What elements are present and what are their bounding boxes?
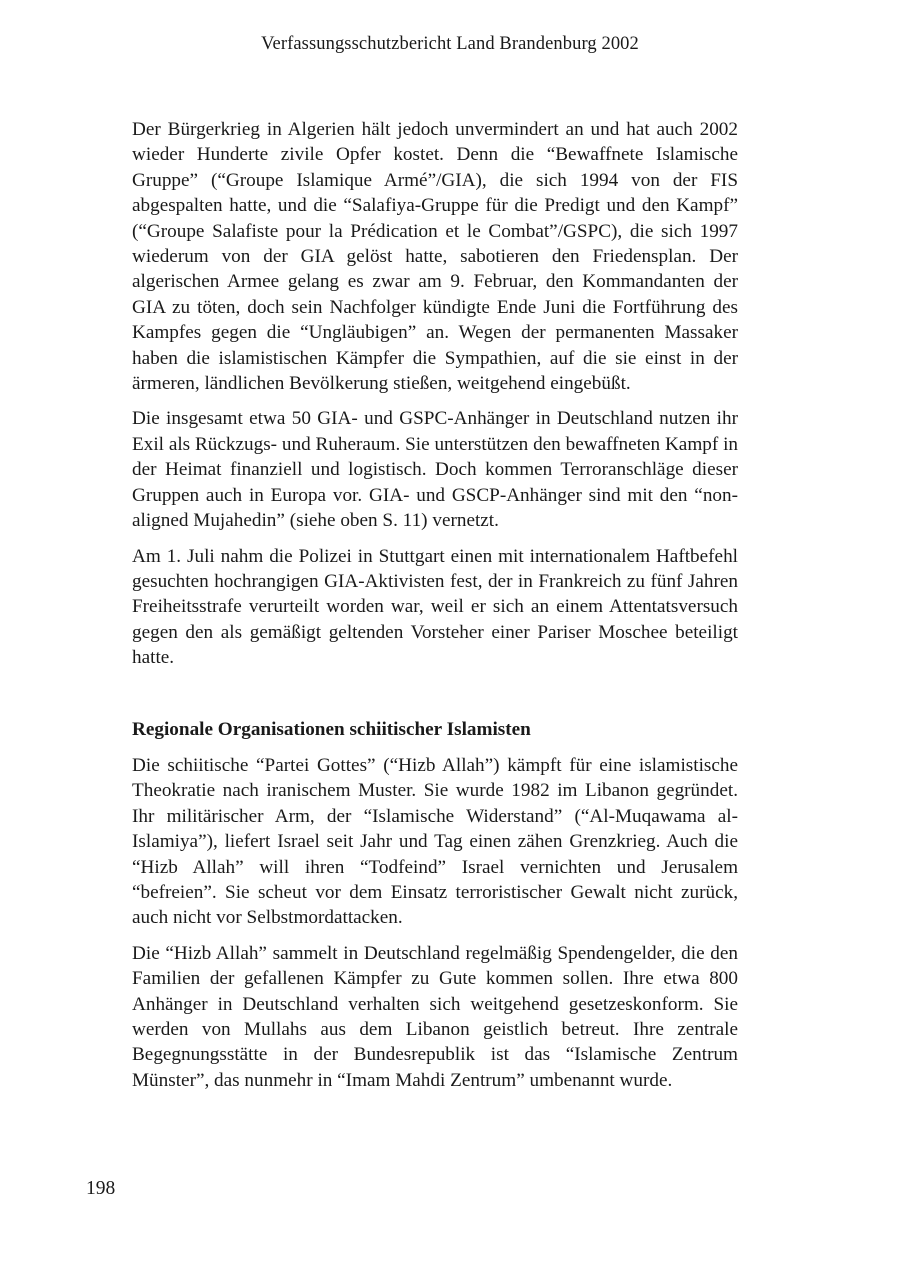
running-header: Verfassungsschutzbericht Land Brandenburg 2002 (261, 34, 639, 54)
paragraph-stuttgart-arrest: Am 1. Juli nahm die Polizei in Stuttgart einen mit internationalem Haftbefehl gesuchten hochrangigen GIA-Aktivisten fest, der in Frankreich zu fünf Jahren Freiheitsstrafe verurteilt worden war, weil er sich an einem Attentatsversuch gegen den als gemäßigt geltenden Vorsteher einer Pariser Moschee beteiligt hatte. (132, 545, 738, 669)
page-body (132, 117, 738, 1103)
paragraph-algeria-civil-war: Der Bürgerkrieg in Algerien hält jedoch unvermindert an und hat auch 2002 wieder Hunderte zivile Opfer kostet. Denn die “Bewaffnete Islamische Gruppe” (“Groupe Islamique Armé”/GIA), die sich 1994 von der FIS abgespalten hatte, und die “Salafiya-Gruppe für die Predigt und den Kampf” (“Groupe Salafiste pour la Prédication et le Combat”/GSPC), die sich 1997 wiederum von der GIA gelöst hatte, sabotieren den Friedensplan. Der algerischen Armee gelang es zwar am 9. Februar, den Kommandanten der GIA zu töten, doch sein Nachfolger kündigte Ende Juni die Fortführung des Kampfes gegen die “Ungläubigen” an. Wegen der permanenten Massaker haben die islamistischen Kämpfer die Sympathien, auf die sie einst in der ärmeren, ländlichen Bevölkerung stießen, weitgehend eingebüßt. (132, 119, 738, 395)
paragraph-hizb-allah-germany: Die “Hizb Allah” sammelt in Deutschland regelmäßig Spendengelder, die den Familien der gefallenen Kämpfer zu Gute kommen sollen. Ihre etwa 800 Anhänger in Deutschland verhalten sich weitgehend gesetzeskonform. Sie werden von Mullahs aus dem Libanon geistlich betreut. Ihre zentrale Begegnungsstätte in der Bundesrepublik ist das “Islamische Zentrum Münster”, das nunmehr in “Imam Mahdi Zentrum” umbenannt wurde. (132, 942, 738, 1091)
page-number: 198 (86, 1178, 116, 1199)
paragraph-hizb-allah-overview: Die schiitische “Partei Gottes” (“Hizb Allah”) kämpft für eine islamistische Theokratie nach iranischem Muster. Sie wurde 1982 im Libanon gegründet. Ihr militärischer Arm, der “Islamische Widerstand” (“Al-Muqawama al-Islamiya”), liefert Israel seit Jahr und Tag einen zähen Grenzkrieg. Auch die “Hizb Allah” will ihren “Todfeind” Israel vernichten und Jerusalem “befreien”. Sie scheut vor dem Einsatz terroristischer Gewalt nicht zurück, auch nicht vor Selbstmordattacken. (132, 754, 738, 929)
paragraph-gia-gspc-germany: Die insgesamt etwa 50 GIA- und GSPC-Anhänger in Deutschland nutzen ihr Exil als Rückzugs- und Ruheraum. Sie unterstützen den bewaffneten Kampf in der Heimat finanziell und logistisch. Doch kommen Terroranschläge dieser Gruppen auch in Europa vor. GIA- und GSCP-Anhänger sind mit den “non-aligned Mujahedin” (siehe oben S. 11) vernetzt. (132, 408, 738, 532)
section-heading: Regionale Organisationen schiitischer Islamisten (132, 718, 531, 740)
